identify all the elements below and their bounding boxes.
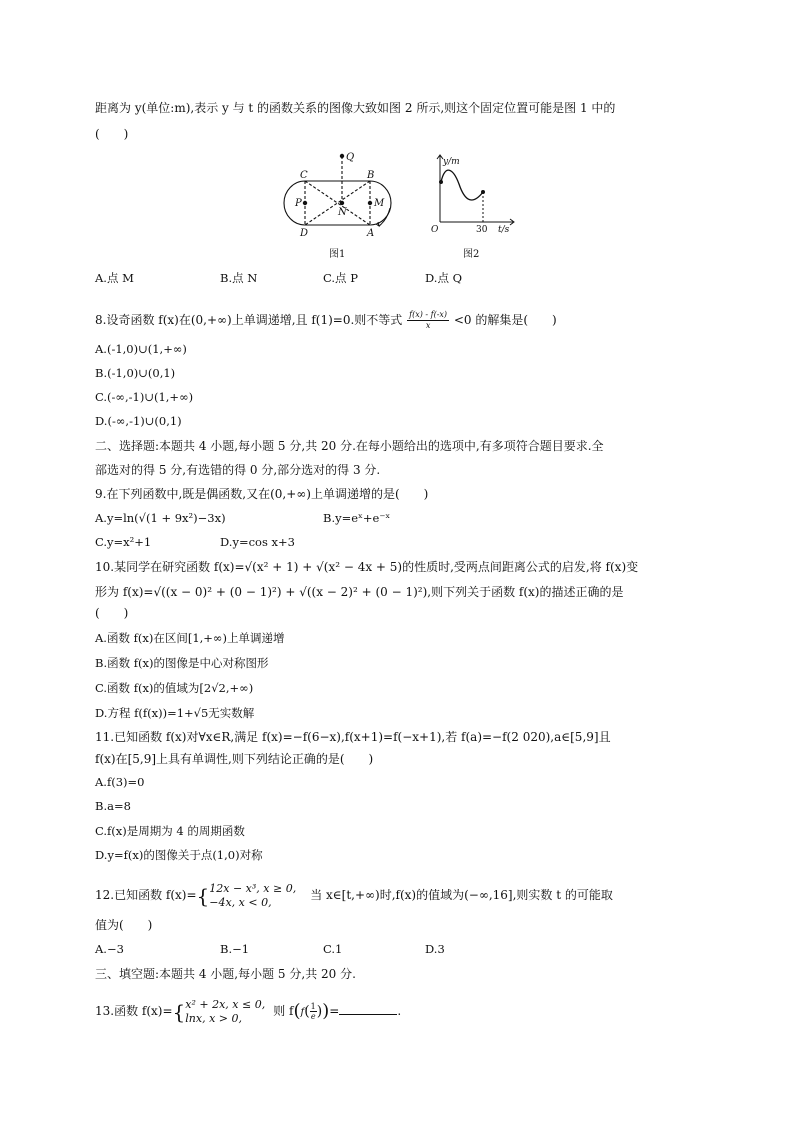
q8-fraction [407, 310, 449, 331]
section3-heading: 三、填空题:本题共 4 小题,每小题 5 分,共 20 分. [95, 967, 356, 981]
q9-stem: 9.在下列函数中,既是偶函数,又在(0,+∞)上单调递增的是( ) [95, 487, 429, 501]
q7-option-a: A.点 M [95, 271, 134, 285]
intro-line-1: 距离为 y(单位:m),表示 y 与 t 的函数关系的图像大致如图 2 所示,则这个固定位置可能是图 1 中的 [95, 101, 616, 115]
q11-line-2: f(x)在[5,9]上具有单调性,则下列结论正确的是( ) [95, 752, 374, 766]
q12-option-c: C.1 [323, 942, 343, 956]
q8-stem-text: 8.设奇函数 f(x)在(0,+∞)上单调递增,且 f(1)=0.则不等式 [95, 313, 403, 327]
q12-stem-head: 12.已知函数 f(x)= [95, 888, 197, 902]
q10-option-d: D.方程 f(f(x))=1+√5无实数解 [95, 706, 255, 720]
label-n: N [338, 207, 347, 218]
q8-option-c: C.(-∞,-1)∪(1,+∞) [95, 390, 194, 404]
label-c: C [300, 170, 308, 181]
label-p: P [295, 198, 302, 209]
q13-mid: 则 f [273, 1004, 294, 1018]
q8-stem [95, 310, 557, 331]
axis-x-label: t/s [498, 225, 510, 235]
q10-option-a: A.函数 f(x)在区间[1,+∞)上单调递增 [95, 631, 285, 645]
label-m: M [374, 198, 385, 209]
q10-option-b: B.函数 f(x)的图像是中心对称图形 [95, 656, 269, 670]
q9-option-a: A.y=ln(√(1 + 9x²)−3x) [95, 511, 226, 525]
q9-option-b: B.y=eˣ+e⁻ˣ [323, 511, 391, 525]
figure-1 [283, 148, 413, 260]
label-d: D [300, 228, 309, 239]
q8-fraction-numerator: f(x) - f(-x) [409, 310, 448, 319]
q13-inner-f: f [300, 1007, 305, 1018]
intro-line-2: ( ) [95, 127, 129, 141]
q8-option-d: D.(-∞,-1)∪(0,1) [95, 414, 182, 428]
axis-y-label: y/m [443, 157, 460, 167]
q8-fraction-denominator: x [425, 321, 431, 330]
q13-case-1: x² + 2x, x ≤ 0, [185, 997, 266, 1011]
figure-2-caption: 图2 [463, 249, 480, 260]
q12-stem [95, 880, 613, 911]
q11-option-a: A.f(3)=0 [95, 775, 145, 789]
q12-brace: { [196, 883, 210, 908]
q11-option-b: B.a=8 [95, 799, 131, 813]
q13-brace: { [172, 999, 186, 1024]
q8-option-b: B.(-1,0)∪(0,1) [95, 366, 176, 380]
q13-case-2: lnx, x > 0, [185, 1011, 242, 1025]
q7-option-d: D.点 Q [425, 271, 463, 285]
q9-option-d: D.y=cos x+3 [220, 535, 295, 549]
q13-stem: 13.函数 f(x)={ x² + 2x, x ≤ 0, lnx, x > 0, 则 f(f( $\frac{1}{e}$ ))= . [95, 997, 402, 1025]
q12-cases [209, 882, 296, 910]
distance-curve [441, 170, 483, 200]
q8-stem-tail: <0 的解集是( ) [453, 313, 557, 327]
q7-option-c: C.点 P [323, 271, 358, 285]
q10-option-c: C.函数 f(x)的值域为[2√2,+∞) [95, 681, 254, 695]
section2-line-2: 部选对的得 5 分,有选错的得 0 分,部分选对的得 3 分. [95, 463, 381, 477]
label-q: Q [346, 152, 355, 163]
label-a: A [367, 228, 375, 239]
q13-answer-blank[interactable] [339, 1004, 397, 1015]
q12-line-2: 值为( ) [95, 918, 153, 932]
q12-case-1: 12x − x³, x ≥ 0, [209, 881, 297, 895]
q13-fraction [310, 1002, 317, 1021]
q12-case-2: −4x, x < 0, [209, 895, 272, 909]
q11-line-1: 11.已知函数 f(x)对∀x∈R,满足 f(x)=−f(6−x),f(x+1)=f(−x+1),若 f(a)=−f(2 020),a∈[5,9]且 [95, 730, 611, 744]
q13-cases [185, 998, 265, 1026]
q10-line-2: 形为 f(x)=√((x − 0)² + (0 − 1)²) + √((x − 2)² + (0 − 1)²),则下列关于函数 f(x)的描述正确的是 [95, 585, 624, 599]
tick-30: 30 [476, 225, 488, 235]
q11-option-c: C.f(x)是周期为 4 的周期函数 [95, 824, 245, 838]
q11-option-d: D.y=f(x)的图像关于点(1,0)对称 [95, 848, 263, 862]
q8-option-a: A.(-1,0)∪(1,+∞) [95, 342, 187, 356]
figure-2 [425, 150, 520, 240]
q13-fraction-numerator: 1 [310, 1002, 316, 1011]
q13-equals: = [329, 1004, 340, 1018]
section2-line-1: 二、选择题:本题共 4 小题,每小题 5 分,共 20 分.在每小题给出的选项中,有多项符合题目要求.全 [95, 439, 604, 453]
origin-label: O [431, 225, 439, 235]
q7-option-b: B.点 N [220, 271, 258, 285]
q12-stem-tail: 当 x∈[t,+∞)时,f(x)的值域为(−∞,16],则实数 t 的可能取 [310, 888, 613, 902]
label-b: B [367, 170, 375, 181]
q10-line-1: 10.某同学在研究函数 f(x)=√(x² + 1) + √(x² − 4x + 5)的性质时,受两点间距离公式的启发,将 f(x)变 [95, 560, 639, 574]
figure-1-caption: 图1 [329, 249, 346, 260]
q12-option-b: B.−1 [220, 942, 250, 956]
q9-option-c: C.y=x²+1 [95, 535, 152, 549]
q12-option-a: A.−3 [95, 942, 124, 956]
q13-stem-head: 13.函数 f(x)= [95, 1004, 173, 1018]
q10-line-3: ( ) [95, 606, 129, 620]
q12-option-d: D.3 [425, 942, 445, 956]
q13-end: . [397, 1004, 402, 1018]
q13-fraction-denominator: e [310, 1012, 316, 1021]
